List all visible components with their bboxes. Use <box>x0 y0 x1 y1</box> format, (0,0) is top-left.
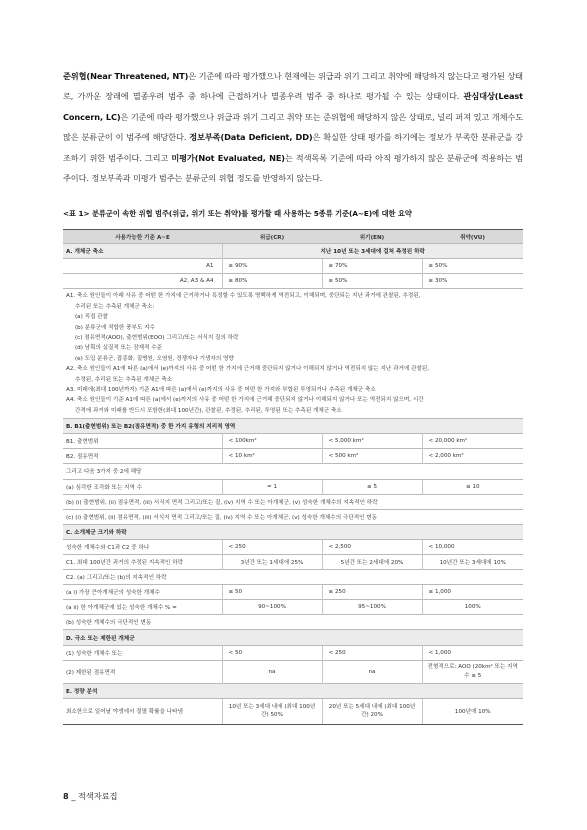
row-label: C2. (a) 그리고/또는 (b)의 지속적인 하락 <box>63 570 523 585</box>
cell-en: ≤ 5 <box>322 479 422 494</box>
table-row <box>63 645 523 660</box>
cell-en: 5년간 또는 2세대에 20% <box>322 555 422 570</box>
table-row <box>63 494 523 509</box>
row-label: (b) 성숙한 개체수의 극단적인 변동 <box>63 615 523 630</box>
note-line: (b) 분류군에 적합한 풍부도 지수 <box>75 324 155 331</box>
cell-en: < 500 km² <box>322 449 422 464</box>
row-label: A2, A3 & A4 <box>63 274 222 289</box>
row-label: (a ii) 한 아개체군에 있는 성숙한 개체수 % = <box>63 600 222 615</box>
header-en: 위기(EN) <box>322 230 422 244</box>
table-row <box>63 585 523 600</box>
cell-en: ≥ 70% <box>322 259 422 274</box>
table-row <box>63 479 523 494</box>
note-line: (c) 점유면적(AOO), 출현범위(EOO) 그리고/또는 서식지 질의 하락 <box>75 334 239 341</box>
cell-en: 20년 또는 5세대 내에 (최대 100년간) 20% <box>322 698 422 724</box>
cell-en: < 250 <box>322 645 422 660</box>
table-row <box>63 274 523 289</box>
row-label: B2. 점유면적 <box>63 449 222 464</box>
section-c-row <box>63 524 523 539</box>
section-d-row <box>63 630 523 645</box>
footer-title: _ 적색자료집 <box>71 791 118 801</box>
row-label: C1. 최대 100년간 과거의 추정된 지속적인 하락 <box>63 555 222 570</box>
cell-vu: 100년에 10% <box>422 698 523 724</box>
term-lc: 관심대상(Least Concern, LC) <box>63 91 523 122</box>
cell-vu: < 2,000 km² <box>422 449 523 464</box>
cell-vu: 전형적으로: AOO (20km² 또는 지역 수 ≤ 5 <box>422 660 523 683</box>
header-cr: 위급(CR) <box>222 230 322 244</box>
cell-cr: < 250 <box>222 539 322 554</box>
note-line: 간격에 과거와 미래를 반드시 포함한(최대 100년간), 관찰된, 추정된, 추리된, 투영된 또는 추측된 개체군 축소 <box>75 407 342 414</box>
note-line: (e) 도입 분류군, 잡종화, 질병원, 오염원, 경쟁자나 기생자의 영향 <box>75 355 234 362</box>
cell-vu: ≥ 50% <box>422 259 523 274</box>
term-dd: 정보부족(Data Deficient, DD) <box>189 132 313 143</box>
row-label: B1. 출현범위 <box>63 434 222 449</box>
row-label: 그리고 다음 3가지 중 2에 해당 <box>63 464 523 479</box>
section-b-row <box>63 419 523 434</box>
cell-vu: 10년간 또는 3세대에 10% <box>422 555 523 570</box>
cell-cr: < 10 km² <box>222 449 322 464</box>
cell-cr: < 100km² <box>222 434 322 449</box>
table-caption: <표 1> 분류군이 속한 위협 범주(위급, 위기 또는 취약)를 평가할 때 사용하는 5종류 기준(A~E)에 대한 요약 <box>63 209 412 218</box>
section-c-title: C. 소개체군 크기와 하락 <box>63 524 523 539</box>
row-label: 성숙한 개체수와 C1과 C2 중 하나 <box>63 539 222 554</box>
table-row <box>63 615 523 630</box>
note-line: (d) 남획의 실질적 또는 잠재적 수준 <box>75 345 163 352</box>
cell-cr: ≥ 80% <box>222 274 322 289</box>
row-label: A1 <box>63 259 222 274</box>
cell-cr: 90~100% <box>222 600 322 615</box>
cell-en: na <box>322 660 422 683</box>
text-nt: 은 기준에 따라 평가했으나 현재에는 위급과 위기 그리고 취약에 해당하지 않는다고 평가된 상태로, 가까운 장래에 멸종우려 범주 중 하나에 근접하거나 멸종우려 범주 중 하나로 평가될 수 있는 상태이다. <box>63 71 523 102</box>
cell-vu: ≤ 1,000 <box>422 585 523 600</box>
header-criteria: 사용가능한 기준 A~E <box>63 230 222 244</box>
row-label: (b) (i) 출현범위, (ii) 점유면적, (iii) 서식지 면적 그리고/또는 질, (iv) 지역 수 또는 아개체군, (v) 성숙한 개체수의 지속적인 하락 <box>63 494 523 509</box>
note-line: 추리된 또는 추측된 개체군 축소: <box>75 303 155 310</box>
table-row <box>63 570 523 585</box>
cell-cr: < 50 <box>222 645 322 660</box>
cell-cr: = 1 <box>222 479 322 494</box>
cell-cr: ≤ 50 <box>222 585 322 600</box>
table-row <box>63 464 523 479</box>
table-row <box>63 434 523 449</box>
table-row <box>63 698 523 724</box>
cell-vu: < 1,000 <box>422 645 523 660</box>
note-line: A3. 미래에(최대 100년까지) 기준 A1에 따른 (a)에서 (e)까지의 사유 중 어떤 한 가지와 부합된 투영되거나 추측된 개체군 축소 <box>66 386 376 393</box>
section-e-title: E. 정량 분석 <box>63 683 523 698</box>
table-row <box>63 509 523 524</box>
cell-cr: ≥ 90% <box>222 259 322 274</box>
table-row <box>63 539 523 554</box>
note-line: 추정된, 추리된 또는 추측된 개체군 축소 <box>75 376 173 383</box>
note-line: A2. 축소 원인들이 A1에 따른 (a)에서 (e)까지의 사유 중 어떤 한 가지에 근거해 중단되지 않거나 이해되지 않거나 역전되지 않는 지난 과거에 관찰된, <box>66 366 430 373</box>
table-row <box>63 600 523 615</box>
cell-en: ≤ 250 <box>322 585 422 600</box>
table-row <box>63 660 523 683</box>
cell-cr: 3년간 또는 1세대에 25% <box>222 555 322 570</box>
cell-vu: < 20,000 km² <box>422 434 523 449</box>
section-a-notes <box>63 289 523 419</box>
cell-en: ≥ 50% <box>322 274 422 289</box>
row-label: (c) (i) 출현범위, (ii) 점유면적, (iii) 서식지 면적 그리고/또는 질, (iv) 지역 수 또는 아개체군, (v) 성숙한 개체수의 극단적인 변동 <box>63 509 523 524</box>
cell-en: < 2,500 <box>322 539 422 554</box>
term-ne: 미평가(Not Evaluated, NE) <box>171 152 285 163</box>
table-row <box>63 555 523 570</box>
criteria-table <box>63 229 523 725</box>
section-a-span: 지난 10년 또는 3세대에 걸쳐 측정된 하락 <box>222 244 523 259</box>
note-line: A1. 축소 원인들이 아래 사유 중 어떤 한 가지에 근거하거나 특정할 수 있도록 명백하게 역전되고, 이해되며, 중단되는 지난 과거에 관찰된, 추정된, <box>66 293 421 300</box>
cell-cr: na <box>222 660 322 683</box>
row-label: (2) 제한된 점유면적 <box>63 660 222 683</box>
cell-vu: ≥ 30% <box>422 274 523 289</box>
text-dd: 은 확실한 상태 평가를 하기에는 정보가 부족한 분류군을 강조하기 위한 범주이다. 그리고 <box>63 132 523 163</box>
section-a-title: A. 개체군 축소 <box>63 244 222 259</box>
section-a-row <box>63 244 523 259</box>
cell-en: < 5,000 km² <box>322 434 422 449</box>
cell-vu: 100% <box>422 600 523 615</box>
intro-paragraph <box>63 66 523 188</box>
table-row <box>63 449 523 464</box>
row-label: 최소한으로 일어날 야생에서 절멸 확률을 나타냄 <box>63 698 222 724</box>
section-e-row <box>63 683 523 698</box>
page-footer <box>63 791 118 802</box>
note-line: A4. 축소 원인들이 기준 A1에 따른 (a)에서 (e)까지의 사유 중 어떤 한 가지에 근거해 중단되지 않거나 이해되지 않거나 또는 역전되지 않으며, 시간 <box>66 397 424 404</box>
cell-vu: < 10,000 <box>422 539 523 554</box>
table-header-row <box>63 230 523 244</box>
row-label: (a i) 가장 큰아개체군의 성숙한 개체수 <box>63 585 222 600</box>
header-vu: 취약(VU) <box>422 230 523 244</box>
notes-cell <box>63 289 523 419</box>
table-row <box>63 259 523 274</box>
cell-cr: 10년 또는 3세대 내에 (최대 100년간) 50% <box>222 698 322 724</box>
row-label: (1) 성숙한 개체수 또는 <box>63 645 222 660</box>
text-lc: 은 기준에 따라 평가했으나 위급과 위기 그리고 취약 또는 준위협에 해당하지 않은 상태로, 널리 퍼져 있고 개체수도 많은 분류군이 이 범주에 해당한다. <box>63 111 524 143</box>
term-nt: 준위협(Near Threatened, NT) <box>63 71 189 81</box>
text-ne: 는 적색목록 기준에 따라 아직 평가하지 않은 분류군에 적용하는 범주이다. 정보부족과 미평가 범주는 분류군의 위협 정도를 반영하지 않는다. <box>63 152 523 184</box>
note-line: (a) 직접 관찰 <box>75 314 108 321</box>
row-label: (a) 심각한 조각화 또는 지역 수 <box>63 479 222 494</box>
cell-en: 95~100% <box>322 600 422 615</box>
section-d-title: D. 극소 또는 제한된 개체군 <box>63 630 523 645</box>
cell-vu: ≤ 10 <box>422 479 523 494</box>
section-b-title: B. B1(출현범위) 또는 B2(점유면적) 중 한 가지 유형의 지리적 영역 <box>63 419 523 434</box>
page-number: 8 <box>63 791 69 801</box>
